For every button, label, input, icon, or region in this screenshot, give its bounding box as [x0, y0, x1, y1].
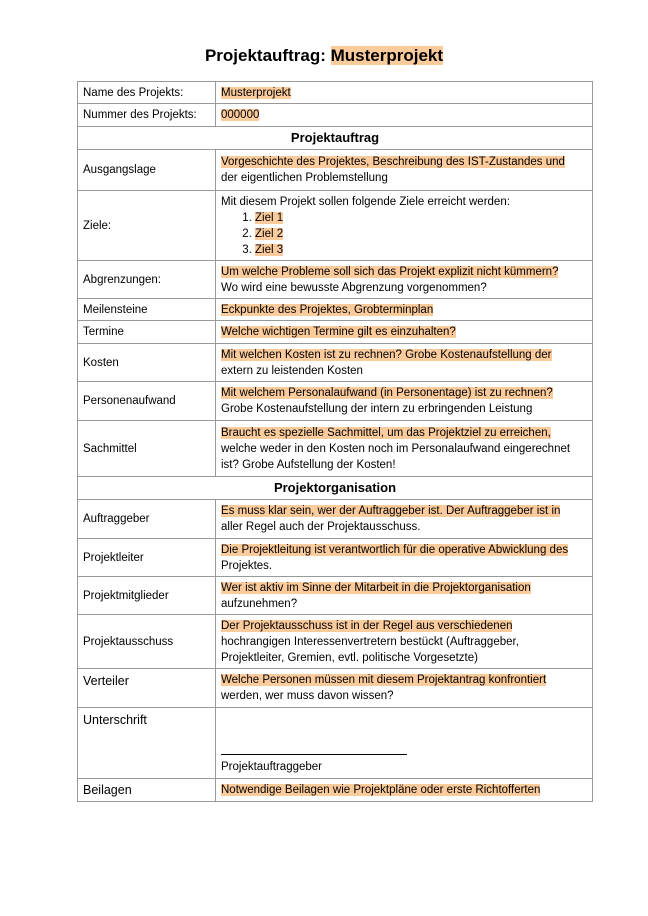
label-project-number: Nummer des Projekts: [78, 104, 216, 127]
label-personenaufwand: Personenaufwand [78, 382, 216, 421]
signature-line [221, 754, 407, 755]
list-item: 2. Ziel 2 [255, 226, 587, 242]
signature-caption: Projektauftraggeber [221, 761, 323, 773]
label-ziele: Ziele: [78, 191, 216, 261]
value-ziele [216, 191, 593, 261]
table-row [78, 82, 593, 104]
value-project-number: 000000 [216, 104, 593, 127]
title-project-name: Musterprojekt [330, 46, 444, 65]
label-projektmitglieder: Projektmitglieder [78, 577, 216, 615]
table-row [78, 539, 593, 577]
label-projektleiter: Projektleiter [78, 539, 216, 577]
table-row [78, 344, 593, 382]
label-termine: Termine [78, 321, 216, 344]
value-auftraggeber: Es muss klar sein, wer der Auftraggeber ist. Der Auftraggeber ist in aller Regel auch der Projektausschuss. [216, 500, 593, 539]
table-row [78, 261, 593, 299]
table-row [78, 708, 593, 779]
project-order-table [77, 81, 593, 802]
value-abgrenzungen: Um welche Probleme soll sich das Projekt explizit nicht kümmern? Wo wird eine bewusste Abgrenzung vorgenommen? [216, 261, 593, 299]
value-project-name: Musterprojekt [216, 82, 593, 104]
value-kosten: Mit welchen Kosten ist zu rechnen? Grobe Kostenaufstellung der extern zu leistenden Kosten [216, 344, 593, 382]
value-verteiler: Welche Personen müssen mit diesem Projektantrag konfrontiert werden, wer muss davon wissen? [216, 669, 593, 708]
ziele-intro: Mit diesem Projekt sollen folgende Ziele erreicht werden: [221, 195, 510, 208]
table-row [78, 299, 593, 321]
label-projektausschuss: Projektausschuss [78, 615, 216, 669]
table-row [78, 321, 593, 344]
table-row [78, 421, 593, 477]
section-title-projektauftrag: Projektauftrag [78, 127, 593, 150]
section-title-projektorganisation: Projektorganisation [78, 477, 593, 500]
value-meilensteine: Eckpunkte des Projektes, Grobterminplan [216, 299, 593, 321]
value-termine: Welche wichtigen Termine gilt es einzuhalten? [216, 321, 593, 344]
label-sachmittel: Sachmittel [78, 421, 216, 477]
label-verteiler: Verteiler [78, 669, 216, 708]
list-item: 3. Ziel 3 [255, 242, 587, 258]
table-row [78, 500, 593, 539]
value-personenaufwand: Mit welchem Personalaufwand (in Personentage) ist zu rechnen? Grobe Kostenaufstellung der intern zu erbringenden Leistung [216, 382, 593, 421]
title-prefix: Projektauftrag: [204, 46, 326, 65]
label-auftraggeber: Auftraggeber [78, 500, 216, 539]
list-item: 1. Ziel 1 [255, 210, 587, 226]
value-projektausschuss: Der Projektausschuss ist in der Regel aus verschiedenen hochrangigen Interessenvertretern bestückt (Auftraggeber, Projektleiter, Gremien, evtl. politische Vorgesetzte) [216, 615, 593, 669]
label-unterschrift: Unterschrift [78, 708, 216, 779]
label-meilensteine: Meilensteine [78, 299, 216, 321]
table-row [78, 104, 593, 127]
label-ausgangslage: Ausgangslage [78, 150, 216, 191]
table-row [78, 615, 593, 669]
section-header-row [78, 477, 593, 500]
label-kosten: Kosten [78, 344, 216, 382]
label-beilagen: Beilagen [78, 779, 216, 802]
table-row [78, 150, 593, 191]
ziele-list [221, 210, 587, 258]
table-row [78, 382, 593, 421]
label-project-name: Name des Projekts: [78, 82, 216, 104]
label-abgrenzungen: Abgrenzungen: [78, 261, 216, 299]
value-sachmittel: Braucht es spezielle Sachmittel, um das Projektziel zu erreichen, welche weder in den Kosten noch im Personalaufwand eingerechnet ist? Grobe Aufstellung der Kosten! [216, 421, 593, 477]
value-projektmitglieder: Wer ist aktiv im Sinne der Mitarbeit in die Projektorganisation aufzunehmen? [216, 577, 593, 615]
page-title [0, 46, 648, 66]
table-row [78, 191, 593, 261]
value-ausgangslage: Vorgeschichte des Projektes, Beschreibung des IST-Zustandes und der eigentlichen Problemstellung [216, 150, 593, 191]
section-header-row [78, 127, 593, 150]
table-row [78, 779, 593, 802]
signature-field[interactable] [216, 708, 593, 779]
value-projektleiter: Die Projektleitung ist verantwortlich für die operative Abwicklung des Projektes. [216, 539, 593, 577]
table-row [78, 577, 593, 615]
value-beilagen: Notwendige Beilagen wie Projektpläne oder erste Richtofferten [216, 779, 593, 802]
table-row [78, 669, 593, 708]
